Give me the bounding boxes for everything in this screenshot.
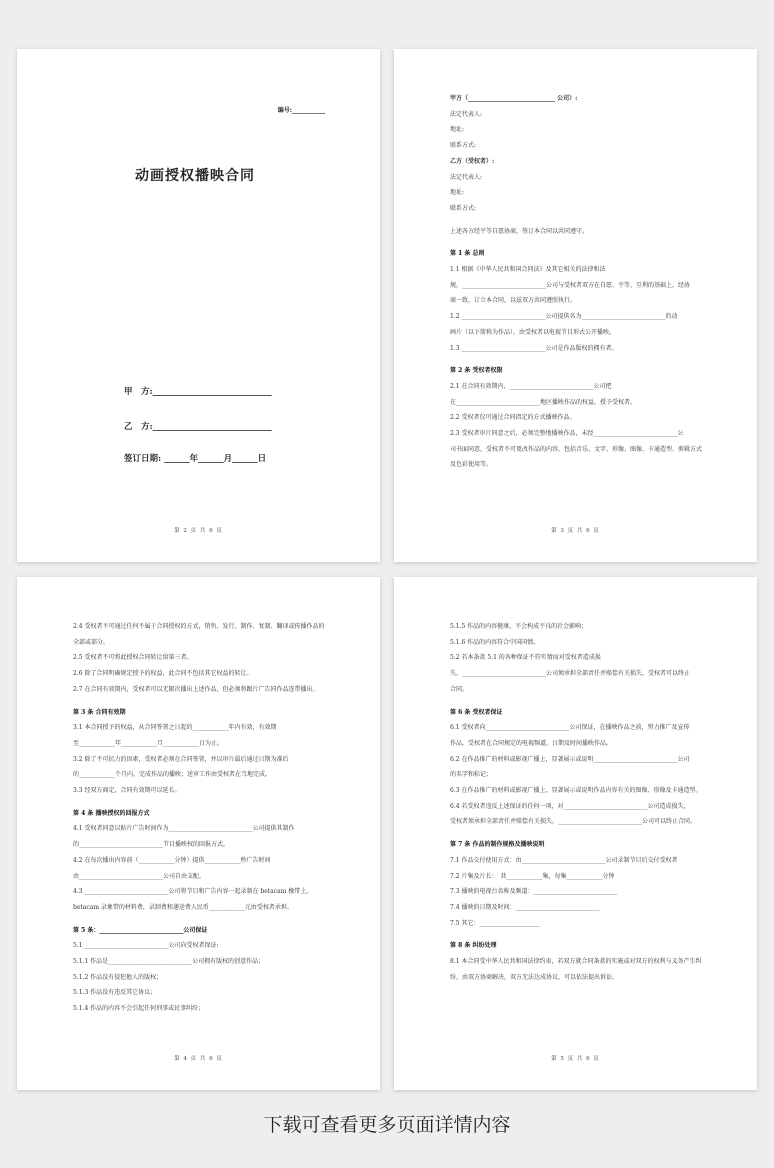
contract-text-line: 6.2 在作品推广的材料或影视广播上，显著展示或说明____________________________公司 <box>450 755 690 763</box>
page-number: 第 3 页 共 6 页 <box>551 528 600 534</box>
contract-text-line: 在____________________________地区播映作品的权益，授予受权者。 <box>450 398 637 406</box>
contract-text-line: 4.1 受权者同意以贴片广告时间作为____________________________公司提供其制作 <box>73 825 295 833</box>
contract-text-line: 1.2 ____________________________公司提供名为____________________________的动 <box>450 313 678 321</box>
section-heading: 第 8 条 纠纷处理 <box>450 942 497 950</box>
contract-text-line: 商一致，订立本合同，以兹双方共同遵照执行。 <box>450 297 577 305</box>
section-heading: 第 5 条：____________________________公司保证 <box>73 926 208 934</box>
section-heading: 第 1 条 总则 <box>450 250 485 258</box>
contract-text-line: 全部或部分。 <box>73 638 110 646</box>
contract-text-line: 至____________年____________月____________日为止。 <box>73 739 224 747</box>
contract-text-line: 2.7 在合同有效期内，受权者可以无限次播出上述作品，但必须将跟片广告同作品连带播出。 <box>73 685 319 693</box>
contract-text-line: 的名字和标记； <box>450 771 493 779</box>
contract-text-line: 地址: <box>450 189 465 197</box>
contract-text-line: 司书面同意，受权者不可更改作品的内容，包括音乐、文字、形像、图像、卡通造型、剪辑方式 <box>450 445 703 453</box>
contract-text-line: 2.6 除了合同明确规定授予的权益，此合同不包括其它权益的转让。 <box>73 670 253 678</box>
contract-text-line: 6.3 在作品推广的材料或影视广播上，显著展示或说明作品内容有关的图像、形像及卡通造型。 <box>450 787 702 795</box>
contract-text-line: 2.4 受权者不可通过任何不属于合同授权的方式，销售、发行、制作、复制、翻译或传播作品的 <box>73 623 325 630</box>
contract-text-line: 甲方（_____________________________ 公司）: <box>450 95 578 102</box>
contract-text-line: 7.3 播映的电视台名称及频道：____________________________ <box>450 888 618 896</box>
contract-text-line: 2.5 受权者不可将此授权合同转让给第三者。 <box>73 654 193 662</box>
contract-number-label: 编号:___________ <box>277 107 325 114</box>
contract-text-line: 5.2 若本条款 5.1 的各种保证不符实情而对受权者造成损 <box>450 654 601 662</box>
download-more-caption: 下载可查看更多页面详情内容 <box>263 1114 511 1136</box>
contract-text-line: 规，____________________________公司与受权者双方在自愿、平等、互利的基础上，经协 <box>450 281 691 289</box>
contract-text-line: 4.3 ____________________________公司将节目和广告内容一起录制在 betacam 橡带上， <box>73 888 313 896</box>
contract-page-5 <box>394 577 757 1090</box>
page-number: 第 4 页 共 6 页 <box>174 1056 223 1062</box>
contract-text-line: 5.1.5 作品的内容健康，不会构成不良的社会影响； <box>450 623 588 630</box>
contract-text-line: 联系方式: <box>450 142 477 150</box>
contract-text-line: betacam 录象带的材料费，录制费和递送费人民币____________元由受权者承担。 <box>73 903 293 911</box>
party-a-line: 甲 方:____________________________ <box>124 387 272 397</box>
page-number: 第 2 页 共 6 页 <box>174 528 223 534</box>
contract-text-line: 3.3 经双方商定，合同有效期可以延长。 <box>73 787 181 795</box>
party-b-line: 乙 方:____________________________ <box>124 422 272 432</box>
contract-text-line: 2.3 受权者审片同意之后，必须完整地播映作品，未经____________________________公 <box>450 430 684 438</box>
page-number: 第 5 页 共 6 页 <box>551 1056 600 1062</box>
contract-page-3 <box>394 49 757 562</box>
contract-text-line: 地址: <box>450 126 465 134</box>
contract-text-line: 6.4 若受权者违反上述保证的任何一项，对____________________________公司造成损失， <box>450 802 690 810</box>
contract-text-line: 5.1 ____________________________公司向受权者保证: <box>73 942 219 950</box>
contract-text-line: 5.1.1 作品是____________________________公司拥有版权的创意作品； <box>73 958 265 966</box>
contract-text-line: 作品，受权者在合同规定的电视频道，日期及时间播映作品。 <box>450 739 613 747</box>
sign-date-line: 签订日期: ______年______月______日 <box>124 454 267 464</box>
contract-text-line: 2.1 在合同有效期内，____________________________公司把 <box>450 382 612 390</box>
contract-text-line: 7.1 作品交付使用方式：由____________________________公司录制节目后交付受权者 <box>450 856 678 864</box>
contract-text-line: 8.1 本合同受中华人民共和国法律约束，若双方就合同条款的实施或对双方的权利与义务产生纠 <box>450 958 702 966</box>
contract-text-line: 法定代表人: <box>450 110 483 118</box>
contract-text-line: 联系方式: <box>450 204 477 212</box>
section-heading: 第 7 条 作品的制作规格及播映说明 <box>450 841 545 849</box>
contract-text-line: 2.2 受权者仅可通过合同指定的方式播映作品。 <box>450 414 576 422</box>
contract-title: 动画授权播映合同 <box>135 168 255 184</box>
contract-text-line: 1.3 ____________________________公司是作品版权的拥有者。 <box>450 344 618 352</box>
contract-text-line: 法定代表人: <box>450 173 483 181</box>
section-heading: 第 4 条 播映授权的回报方式 <box>73 809 150 817</box>
contract-text-line: 画片（以下简称为作品），由受权者以电视节目形式公开播映。 <box>450 328 616 336</box>
section-heading: 第 3 条 合同有效期 <box>73 708 126 716</box>
contract-text-line: 5.1.4 作品的内容不会引起任何刑事或民事纠纷； <box>73 1005 205 1013</box>
contract-text-line: 上述各方经平等自愿协商，签订本合同以共同遵守。 <box>450 227 589 235</box>
contract-text-line: 5.1.3 作品没有违反其它协议； <box>73 989 157 997</box>
contract-text-line: 由____________________________公司自由支配。 <box>73 872 206 880</box>
contract-text-line: 纷，由双方协商解决，双方无法达成协议，可以依法提出诉讼。 <box>450 973 619 981</box>
contract-text-line: 1.1 根据《中华人民共和国合同法》及其它相关的法律和法 <box>450 266 606 274</box>
page-body <box>73 619 330 1017</box>
contract-text-line: 5.1.2 作品没有侵犯他人的版权； <box>73 973 163 981</box>
contract-text-line: 3.1 本合同授予的权益，从合同签署之日起的____________年内有效，有效期 <box>73 724 277 732</box>
contract-text-line: 4.2 在每次播出内容前（____________分钟）提供____________秒广告时间 <box>73 856 271 864</box>
contract-text-line: 7.4 播映的日期及时间：____________________________ <box>450 903 600 911</box>
contract-text-line: 5.1.6 作品的内容符合中国国情。 <box>450 638 540 646</box>
contract-text-line: 乙方（受权者）: <box>450 157 495 165</box>
page-body <box>450 91 707 473</box>
contract-text-line: 受权者须承担全部责任并赔偿有关损失，____________________________公司可以终止合同。 <box>450 818 697 826</box>
contract-text-line: 7.2 片集及片长： 共____________集，每集____________分钟 <box>450 872 615 880</box>
contract-cover-page <box>17 49 380 562</box>
contract-text-line: 合同。 <box>450 685 469 693</box>
contract-text-line: 7.5 其它：____________________ <box>450 919 540 927</box>
section-heading: 第 2 条 受权者权限 <box>450 367 503 375</box>
contract-text-line: 3.2 除了不可抗力的因素，受权者必须在合同签署，并以审片最后通过日期为准后 <box>73 755 289 763</box>
section-heading: 第 6 条 受权者保证 <box>450 708 503 716</box>
contract-text-line: 失，____________________________公司须承担全部责任并赔偿有关损失，受权者可以终止 <box>450 670 691 678</box>
contract-text-line: 6.1 受权者向____________________________公司保证，在播映作品之前，努力推广及宣传 <box>450 724 690 732</box>
contract-text-line: 及色彩使用等。 <box>450 461 493 469</box>
contract-text-line: 的____________个月内，完成作品的播映；送审工作由受权者在当地完成。 <box>73 771 272 779</box>
contract-text-line: 的____________________________节目播映权的回报方式。 <box>73 841 230 849</box>
page-body <box>450 619 707 985</box>
contract-page-4 <box>17 577 380 1090</box>
